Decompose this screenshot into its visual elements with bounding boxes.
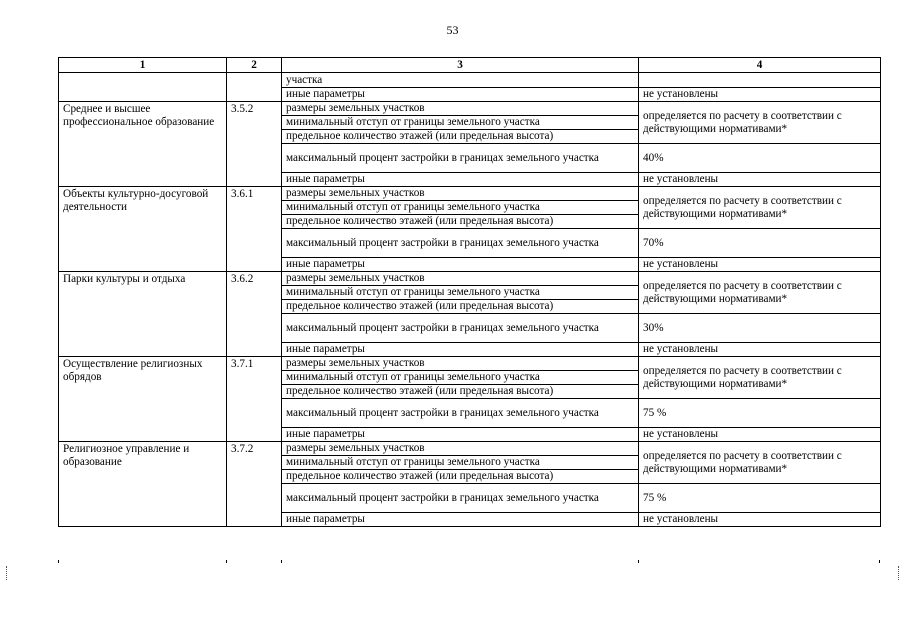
- column-header-2: 2: [227, 58, 282, 73]
- calculated-value: определяется по расчету в соответствии с действующими нормативами*: [639, 187, 881, 229]
- calculated-value: определяется по расчету в соответствии с действующими нормативами*: [639, 442, 881, 484]
- parameter-label: размеры земельных участков: [282, 187, 639, 201]
- parameter-label: размеры земельных участков: [282, 272, 639, 286]
- parameter-label: размеры земельных участков: [282, 102, 639, 116]
- continuation-other-param: иные параметры: [282, 88, 639, 102]
- continuation-code-cell: [227, 73, 282, 102]
- row-name: Религиозное управление и образование: [59, 442, 227, 527]
- row-name: Среднее и высшее профессиональное образование: [59, 102, 227, 187]
- parameter-label: минимальный отступ от границы земельного участка: [282, 116, 639, 130]
- row-code: 3.5.2: [227, 102, 282, 187]
- other-value: не установлены: [639, 428, 881, 442]
- coverage-value: 40%: [639, 144, 881, 173]
- other-value: не установлены: [639, 258, 881, 272]
- continuation-other-value: не установлены: [639, 88, 881, 102]
- coverage-value: 75 %: [639, 399, 881, 428]
- parameter-label: размеры земельных участков: [282, 357, 639, 371]
- other-value: не установлены: [639, 343, 881, 357]
- parameter-label: предельное количество этажей (или предельная высота): [282, 470, 639, 484]
- row-code: 3.7.1: [227, 357, 282, 442]
- coverage-parameter: максимальный процент застройки в границах земельного участка: [282, 314, 639, 343]
- parameter-label: предельное количество этажей (или предельная высота): [282, 300, 639, 314]
- coverage-parameter: максимальный процент застройки в границах земельного участка: [282, 144, 639, 173]
- crop-mark-left: [6, 566, 8, 580]
- other-parameter: иные параметры: [282, 173, 639, 187]
- column-header-3: 3: [282, 58, 639, 73]
- calculated-value: определяется по расчету в соответствии с действующими нормативами*: [639, 357, 881, 399]
- parameter-label: минимальный отступ от границы земельного участка: [282, 286, 639, 300]
- row-code: 3.7.2: [227, 442, 282, 527]
- parameter-label: предельное количество этажей (или предельная высота): [282, 385, 639, 399]
- page-number: 53: [446, 23, 459, 37]
- continuation-param-tail: участка: [282, 73, 639, 88]
- other-parameter: иные параметры: [282, 513, 639, 527]
- other-parameter: иные параметры: [282, 258, 639, 272]
- continuation-value-cell: [639, 73, 881, 88]
- column-header-1: 1: [59, 58, 227, 73]
- row-name: Объекты культурно-досуговой деятельности: [59, 187, 227, 272]
- row-name: Парки культуры и отдыха: [59, 272, 227, 357]
- row-code: 3.6.2: [227, 272, 282, 357]
- parameter-label: предельное количество этажей (или предельная высота): [282, 130, 639, 144]
- other-parameter: иные параметры: [282, 343, 639, 357]
- coverage-parameter: максимальный процент застройки в границах земельного участка: [282, 484, 639, 513]
- crop-mark-right: [898, 566, 900, 580]
- parameter-label: минимальный отступ от границы земельного участка: [282, 201, 639, 215]
- continuation-name-cell: [59, 73, 227, 102]
- row-code: 3.6.1: [227, 187, 282, 272]
- parameter-label: минимальный отступ от границы земельного участка: [282, 371, 639, 385]
- row-name: Осуществление религиозных обрядов: [59, 357, 227, 442]
- parameter-label: размеры земельных участков: [282, 442, 639, 456]
- calculated-value: определяется по расчету в соответствии с действующими нормативами*: [639, 272, 881, 314]
- coverage-value: 75 %: [639, 484, 881, 513]
- coverage-parameter: максимальный процент застройки в границах земельного участка: [282, 399, 639, 428]
- other-value: не установлены: [639, 513, 881, 527]
- other-parameter: иные параметры: [282, 428, 639, 442]
- coverage-parameter: максимальный процент застройки в границах земельного участка: [282, 229, 639, 258]
- coverage-value: 30%: [639, 314, 881, 343]
- table-continuation-lines: [58, 560, 880, 563]
- other-value: не установлены: [639, 173, 881, 187]
- parameter-label: предельное количество этажей (или предельная высота): [282, 215, 639, 229]
- parameter-label: минимальный отступ от границы земельного участка: [282, 456, 639, 470]
- land-use-parameters-table: [58, 57, 881, 527]
- coverage-value: 70%: [639, 229, 881, 258]
- column-header-4: 4: [639, 58, 881, 73]
- calculated-value: определяется по расчету в соответствии с действующими нормативами*: [639, 102, 881, 144]
